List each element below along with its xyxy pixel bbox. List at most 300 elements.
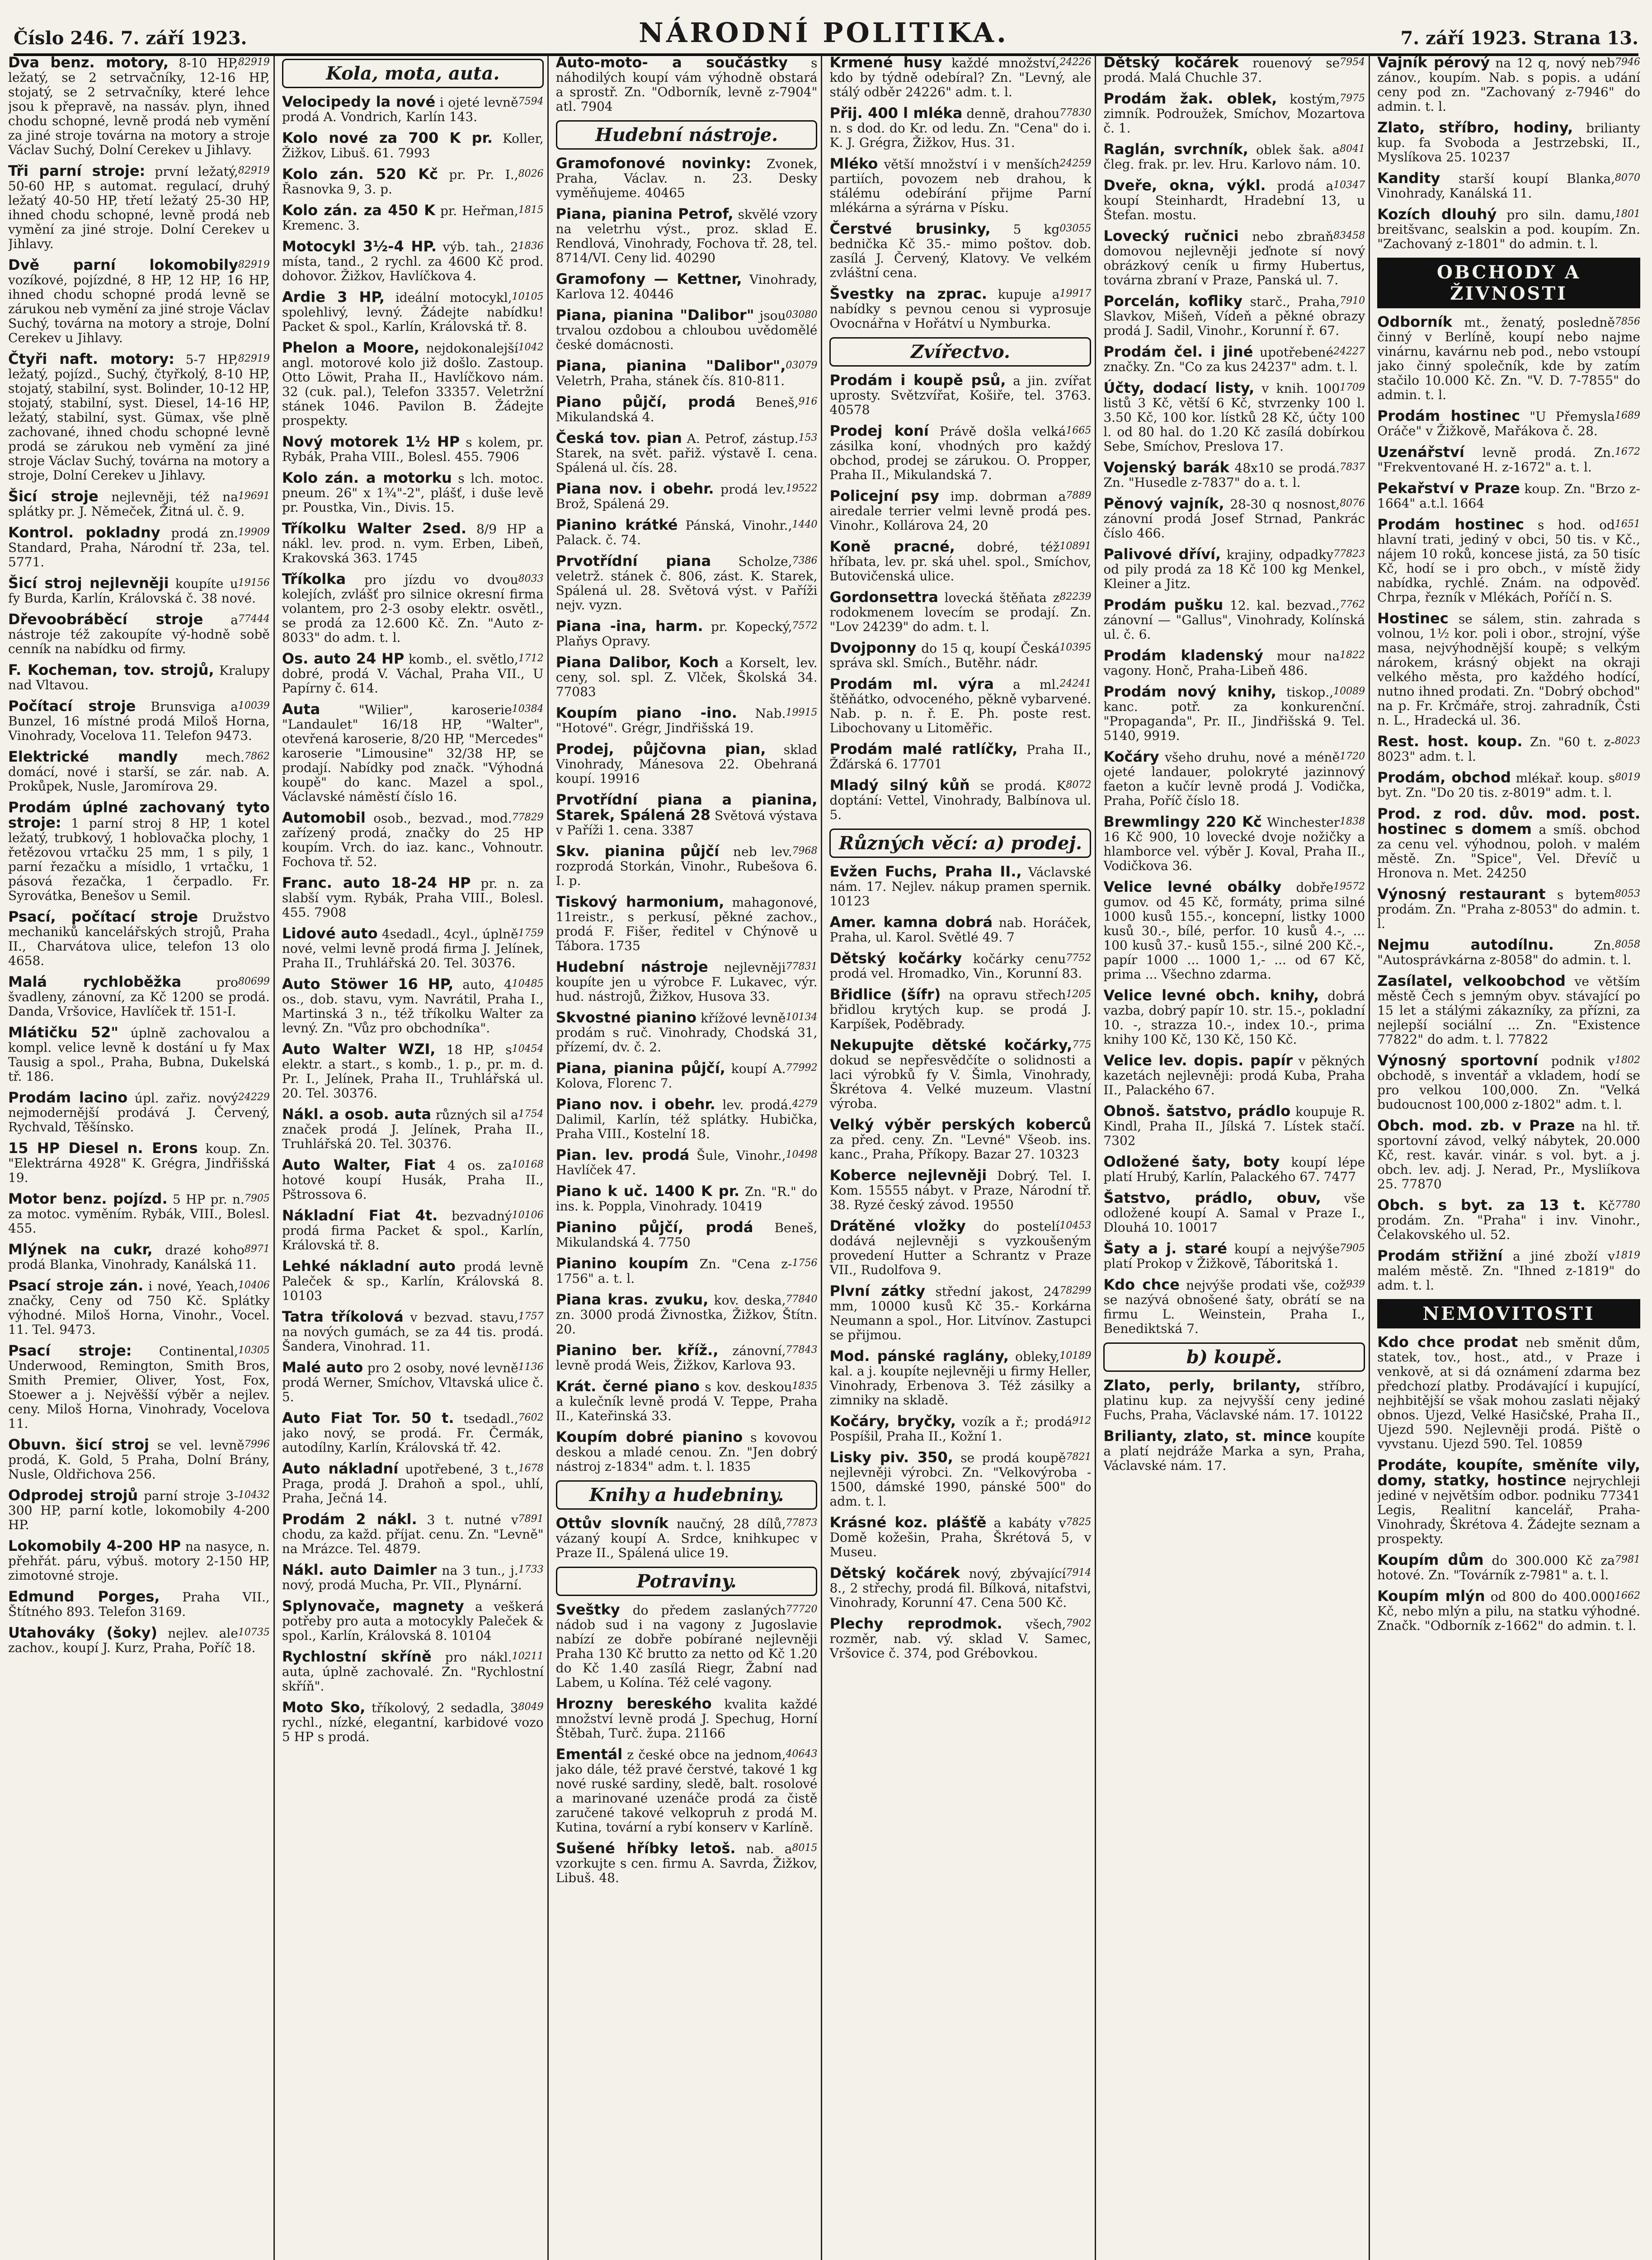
ad-title: Piana, pianina Petrof,	[555, 205, 734, 222]
ad-reference-number: 1759	[518, 928, 544, 939]
ad-title: Kdo chce prodat	[1377, 1333, 1518, 1351]
classified-ad	[556, 156, 818, 200]
ad-reference-number: 1712	[518, 653, 544, 664]
ad-title: Nejmu autodílnu.	[1377, 936, 1554, 953]
ad-title: Prodám kladenský	[1103, 647, 1263, 664]
ad-body: v pěkných kazetách nejlevněji: prodá Kuba, Praha II., Palackého 67.	[1103, 1054, 1365, 1097]
ad-body: a nástroje též zakoupíte vý-hodně sobě cenník na nabídku od firmy.	[8, 612, 270, 656]
ad-reference-number: 7752	[1066, 952, 1092, 964]
ad-body: i nové, Yeach, značky, Ceny od 750 Kč. Splátky výhodné. Miloš Horna, Vinohr., Vocel. 11. Tel. 9473.	[8, 1279, 270, 1337]
ad-body: pro jízdu vo dvou kolejích, zvlášť pro silnice okresní firma volantem, pro 2-3 osoby elektr. osvětl., se prodá za 12.600 Kč. Zn. "Auto z-8033" do adm. t. l.	[282, 572, 544, 645]
ad-title: Pianino koupím	[555, 1255, 689, 1272]
ad-title: Plvní zátky	[829, 1282, 925, 1300]
ad-title: Prvotřídní piana	[555, 552, 711, 570]
ad-body: a ml. štěňátko, odvoceného, pěkně vybarvené. Nab. p. n. ř. E. Ph. poste rest. Libochovany u Litoměřic.	[829, 677, 1092, 735]
ad-body: pr. Heřman, Kremenc. 3.	[282, 203, 518, 233]
section-heading: Různých věcí: a) prodej.	[829, 829, 1091, 858]
ad-title: Dětský kočárek	[829, 1564, 960, 1582]
ad-reference-number: 10395	[1059, 642, 1092, 653]
ad-body: mour na vagony. Honč, Praha-Libeň 486.	[1103, 649, 1340, 678]
ad-body: podnik v obchodě, s inventář a vkladem, hodí se pro velkou 100,000. Zn. "Velká budoucnost 100,000 z-1802" adm. t. l.	[1377, 1054, 1640, 1112]
ad-body: Koller, Žižkov, Libuš. 61. 7993	[282, 131, 544, 160]
ad-reference-number: 77829	[512, 812, 544, 823]
classified-ad	[8, 1625, 270, 1655]
ad-body: a kabáty v Domě kožešin, Praha, Škrétová 5, v Museu.	[829, 1516, 1092, 1559]
classified-ad	[282, 471, 544, 515]
classified-ad	[1377, 611, 1640, 728]
ad-reference-number: 82919	[238, 165, 270, 176]
classified-ad	[1377, 481, 1640, 511]
ad-body: ve větším městě Čech s jemným obyv. stávající po 15 let a stálými zákazníky, za přízni, za nejlepší sociální ... Zn. "Existence 77822" do adm. t. l. 77822	[1377, 974, 1640, 1047]
ad-title: Piana -ina, harm.	[555, 617, 703, 635]
ad-body: od 800 do 400.000 Kč, nebo mlýn a pilu, na statku výhodné. Značk. "Odborník z-1662" do admin. t. l.	[1377, 1589, 1640, 1633]
ad-title: Vojenský barák	[1103, 459, 1229, 476]
classified-ad	[556, 481, 818, 511]
ad-title: Elektrické mandly	[8, 748, 178, 765]
classified-ad	[1377, 1335, 1640, 1451]
ad-body: větší množství i v menších partiích, povozem neb drahou, k stálému odebírání přijme Parní mlékárna a sýrárna v Písku.	[829, 157, 1092, 215]
ad-reference-number: 10089	[1333, 686, 1365, 697]
classified-ad	[556, 554, 818, 612]
ad-body: i ojeté levně prodá A. Vondrich, Karlín 143.	[282, 95, 518, 124]
ad-title: Kozích dlouhý	[1377, 206, 1497, 223]
ad-body: Continental, Underwood, Remington, Smith Bros, Smith Premier, Oliver, Yost, Fox, Stoewer a j. Nejvěšší výběr a nejlev. ceny. Miloš Horna, Vinohrady, Vocelova 11.	[8, 1344, 270, 1431]
ad-title: Nákl. a osob. auta	[282, 1106, 432, 1123]
ad-title: Ardie 3 HP,	[282, 288, 385, 306]
classified-ad	[1103, 1104, 1365, 1148]
ad-title: Automobil	[282, 809, 366, 826]
ad-title: Piana, pianina "Dalibor",	[555, 357, 786, 374]
classified-ad	[556, 1602, 818, 1690]
ad-reference-number: 4279	[792, 1098, 818, 1110]
classified-ad	[1377, 1198, 1640, 1242]
ad-body: Dobrý. Tel. I. Kom. 15555 nábyt. v Praze, Národní tř. 38. Ryzé český závod. 19550	[829, 1168, 1092, 1212]
ad-title: Břidlice (šífr)	[829, 986, 941, 1003]
ad-title: Kolo zán. za 450 K	[282, 202, 435, 219]
classified-ad	[8, 1343, 270, 1431]
ad-title: Kandity	[1377, 170, 1440, 187]
ad-title: Dvojponny	[829, 639, 917, 656]
classified-ad	[1103, 344, 1365, 374]
ad-title: Prvotřídní piana a pianina, Starek, Spálená 28	[555, 791, 818, 824]
ad-title: Skvostné pianino	[555, 1009, 697, 1026]
ad-reference-number: 8015	[792, 1842, 818, 1854]
ad-title: Auto Stöwer 16 HP,	[282, 975, 454, 993]
ad-body: vše odložené koupí A. Samal v Praze I., Dlouhá 10. 10017	[1103, 1191, 1365, 1235]
ad-body: kostým, zimník. Podroužek, Smíchov, Mozartova č. 1.	[1103, 92, 1365, 136]
ad-reference-number: 24241	[1059, 678, 1092, 689]
ad-reference-number: 7891	[518, 1513, 544, 1525]
ad-body: imp. dobrman a airedale terrier velmi levně prodá pes. Vinohr., Kollárova 24, 20	[829, 489, 1092, 533]
ad-reference-number: 10305	[238, 1345, 270, 1356]
ad-reference-number: 1205	[1066, 989, 1092, 1000]
classified-ad	[1103, 1053, 1365, 1097]
ad-body: Zn. "R." do ins. k. Poppla, Vinohrady. 10419	[555, 1184, 818, 1214]
classified-ad	[1103, 1191, 1365, 1235]
ad-title: Koupím dobré pianino	[555, 1428, 743, 1445]
ad-reference-number: 10453	[1059, 1220, 1092, 1231]
ad-body: všeho druhu, nové a méně ojeté landauer, polokryté jazinnový faeton a kučír levně prodá J. Vodička, Praha, Poříč číslo 18.	[1103, 750, 1365, 808]
classified-ad	[282, 131, 544, 160]
classified-ad	[1103, 749, 1365, 808]
ad-body: vozík a ř.; prodá Pospíšil, Praha II., Kožní 1.	[829, 1414, 1073, 1444]
classified-ad	[1103, 1154, 1365, 1184]
ad-title: Přij. 400 l mléka	[829, 104, 963, 122]
classified-ad	[1377, 120, 1640, 165]
ad-body: a jiné zboží v malém městě. Zn. "Ihned z-1819" do adm. t. l.	[1377, 1249, 1640, 1293]
ad-reference-number: 1836	[518, 240, 544, 252]
ad-body: A. Petrof, zástup. Starek, na svět. pařiž. výstavě I. cena. Spálená ul. čís. 28.	[555, 431, 818, 475]
ad-reference-number: 1689	[1614, 410, 1640, 421]
classified-ad	[829, 489, 1091, 533]
classified-ad	[282, 1309, 544, 1354]
ad-body: s lch. motoc. pneum. 26" x 1¾"-2", plášť, i duše levě pr. Poustka, Vin., Divis. 15.	[282, 471, 544, 515]
ad-reference-number: 1822	[1340, 650, 1365, 661]
ad-title: Piana, pianina půjčí,	[555, 1059, 725, 1077]
ad-title: Obch. s byt. za 13 t.	[1377, 1196, 1586, 1214]
ad-title: Čtyři naft. motory:	[8, 350, 174, 367]
ad-reference-number: 1757	[518, 1311, 544, 1322]
ad-body: Pánská, Vinohr., Palack. č. 74.	[555, 518, 792, 547]
ad-reference-number: 1801	[1614, 208, 1640, 220]
classified-ad	[556, 792, 818, 838]
ad-title: Šicí stroje	[8, 488, 99, 505]
classified-ad	[829, 156, 1091, 215]
classified-ad	[282, 1461, 544, 1506]
ad-reference-number: 1838	[1340, 816, 1365, 827]
classified-ad	[829, 55, 1091, 99]
ad-title: Vajník pérový	[1377, 55, 1490, 71]
ad-title: Amer. kamna dobrá	[829, 913, 993, 931]
ad-body: 4 os. za hotové koupí Husák, Praha II., Pštrossova 6.	[282, 1158, 544, 1202]
ad-body: stříbro, platinu kup. za nejvyšší ceny jediné Fuchs, Praha, Václavské nám. 17. 10122	[1103, 1379, 1365, 1422]
ad-body: upotřebené značky. Zn. "Co za kus 24237" adm. t. l.	[1103, 345, 1358, 374]
ad-reference-number: 7968	[792, 845, 818, 857]
classified-ad	[1103, 648, 1365, 678]
ad-reference-number: 7602	[518, 1412, 544, 1423]
ad-reference-number: 8019	[1614, 772, 1640, 783]
ad-reference-number: 19909	[238, 527, 270, 538]
ad-reference-number: 8971	[244, 1243, 270, 1255]
ad-reference-number: 24226	[1059, 56, 1092, 68]
classified-ad	[556, 1516, 818, 1560]
ad-body: koupí A. Kolova, Florenc 7.	[555, 1061, 786, 1091]
ad-reference-number: 1756	[792, 1257, 818, 1269]
ad-title: Psací stroje zán.	[8, 1277, 144, 1294]
ad-body: tiskop., kanc. potř. za konkurenční. "Propaganda", Pr. II., Jindřišská 9. Tel. 5140, 9919.	[1103, 685, 1365, 743]
ad-body: rouenový se prodá. Malá Chuchle 37.	[1103, 56, 1340, 85]
ad-body: 5 kg bednička Kč 35.- mimo poštov. dob. zasílá J. Červený, Klatovy. Ve velkém zvláštní cena.	[829, 222, 1092, 280]
ad-body: střední jakost, 24 mm, 10000 kusů Kč 35.- Korkárna Neumann a spol., Hor. Litvínov. Zastupci se přijmou.	[829, 1284, 1092, 1342]
classified-ad	[282, 1259, 544, 1303]
classified-ad	[556, 1220, 818, 1250]
ad-reference-number: 10211	[512, 1651, 544, 1662]
ad-body: se prodá. K doptání: Vettel, Vinohrady, Balbínova ul. 5.	[829, 778, 1092, 822]
classified-ad	[556, 1010, 818, 1055]
ad-body: dobrá vazba, dobrý papír 10. str. 15.-, pokladní 10. -, strazza 10.-, index 10.-, prima knihy 100 Kč, 130 Kč, 150 Kč.	[1103, 989, 1365, 1047]
ad-title: Velice levné obch. knihy,	[1103, 987, 1319, 1004]
ad-body: Veletrh, Praha, stánek čís. 810-811.	[555, 373, 785, 388]
ad-title: Malá rychloběžka	[8, 973, 182, 990]
ad-title: Mléko	[829, 155, 878, 172]
classified-ad	[282, 1042, 544, 1101]
classified-ad	[829, 677, 1091, 735]
classified-ad	[556, 619, 818, 649]
classified-ad	[282, 290, 544, 334]
ad-title: Splynovače, magnety	[282, 1597, 464, 1615]
ad-body: bezvadný prodá firma Packet & spol., Karlín, Královská tř. 8.	[282, 1209, 544, 1252]
ad-body: Zn. "Autosprávkárna z-8058" do admin. t. l.	[1377, 938, 1632, 967]
ad-body: oblek šak. a čleg. frak. pr. lev. Hru. Karlovo nám. 10.	[1103, 142, 1361, 172]
ad-body: komb., el. světlo, dobré, prodá V. Váchal, Praha VII., U Papírny č. 614.	[282, 652, 544, 696]
ad-title: Os. auto 24 HP	[282, 650, 405, 667]
ad-title: Lovecký ručnici	[1103, 227, 1239, 245]
ad-body: nab. Horáček, Praha, ul. Karol. Světlé 49. 7	[829, 915, 1092, 945]
classified-ad	[8, 1191, 270, 1236]
ad-body: kov. deska, zn. 3000 prodá Živnostka, Žižkov, Štítn. 20.	[555, 1293, 818, 1337]
ad-body: 4sedadl., 4cyl., úplně nové, velmi levně prodá firma J. Jelínek, Praha II., Truhlářská 20. Tel. 30376.	[282, 927, 544, 970]
classified-ad	[556, 1292, 818, 1337]
ad-reference-number: 03079	[786, 360, 818, 371]
ad-title: Hrozny bereského	[555, 1695, 712, 1712]
section-heading: Potraviny.	[556, 1567, 818, 1596]
ad-body: s bytem prodám. Zn. "Praha z-8053" do admin. t. l.	[1377, 887, 1640, 931]
ad-title: Palivové dříví,	[1103, 546, 1221, 563]
ad-body: a smíš. obchod za cenu vel. výhodnou, poloh. v malém městě. Zn. "Spice", Vel. Dřevíč u Hronova n. Met. 24250	[1377, 822, 1640, 880]
ad-body: Václavské nám. 17. Nejlev. nákup pramen spernik. 10123	[829, 865, 1092, 909]
ad-body: v knih. 100 listů 3 Kč, větší 6 Kč, stvrzenky 100 l. 3.50 Kč, 100 kor. lístků 28 Kč, účty 100 l. od 80 hal. do 1.20 Kč zasílá dobírkou Sebe, Smíchov, Preslova 17.	[1103, 381, 1365, 454]
ad-body: na 3 tun., j. nový, prodá Mucha, Pr. VII., Plynární.	[282, 1563, 522, 1592]
ad-reference-number: 7837	[1340, 461, 1365, 473]
masthead	[14, 8, 1638, 56]
ad-title: Pianino ber. kříž.,	[555, 1342, 719, 1359]
ad-reference-number: 77831	[786, 961, 818, 972]
classified-ad	[1103, 1241, 1365, 1271]
ad-title: Kočáry	[1103, 748, 1159, 765]
classified-ad	[1103, 988, 1365, 1047]
classified-ad	[556, 742, 818, 786]
column-1	[8, 55, 275, 2260]
classified-ad	[282, 876, 544, 920]
classified-ad	[556, 844, 818, 888]
ad-reference-number: 1440	[792, 519, 818, 530]
classified-ad	[1377, 1118, 1640, 1191]
classified-ad	[1377, 1589, 1640, 1633]
ad-body: Vinohrady, Karlova 12. 40446	[555, 272, 818, 301]
ad-reference-number: 77830	[1059, 107, 1092, 118]
ad-reference-number: 77720	[786, 1604, 818, 1615]
ad-title: Prodám malé ratlíčky,	[829, 740, 1018, 758]
ad-body: různých sil a značek prodá J. Jelínek, Praha II., Truhlářská 20. Tel. 30376.	[282, 1107, 544, 1151]
ad-body: 3 t. nutné v chodu, za každ. příjat. cenu. Zn. "Levně" na Mrázce. Tel. 4879.	[282, 1512, 544, 1556]
classified-ad	[829, 864, 1091, 909]
ad-body: Kralupy nad Vltavou.	[8, 663, 270, 692]
ad-title: Mlýnek na cukr,	[8, 1241, 153, 1258]
ad-body: osob., bezvad., mod. zařízený prodá, značky do 25 HP koupím. Vrch. do iaz. kanc., Vohnoutr. Fochova tř. 52.	[282, 811, 544, 869]
ad-body: všech, rozměr, nab. vý. sklad V. Samec, Vršovice č. 374, pod Grébovkou.	[829, 1617, 1092, 1661]
ad-body: 8/9 HP a nákl. lev. prod. n. vym. Erben, Libeň, Krakovská 363. 1745	[282, 522, 544, 565]
classified-ad	[282, 977, 544, 1036]
classified-ad	[1377, 55, 1640, 114]
ad-title: Tiskový harmonium,	[555, 893, 725, 910]
ad-body: neb směnit dům, statek, tov., host., atd., v Praze i venkově, at si dá oznámení zdarma bez předchozí platby. Prodávající i kupující, nejhbitější se však mohou zaslati nějaký obnos. Ujezd, Velké Hasičské, Praha II., Ujezd 590. Nejlevněji prodá. Piště o vyvstanu. Ujezd 590. Tel. 10859	[1377, 1335, 1640, 1451]
ad-body: z české obce na jednom, jako dále, též pravé čerstvé, takové 1 kg nové ruské sardiny, sledě, balt. rosolové a marinované uzenáče prodá za čistě zaručené takové velkopruh z prodá M. Kutina, tovární a rybí konserv v Karlíně.	[555, 1747, 818, 1835]
ad-reference-number: 8026	[518, 168, 544, 179]
ad-body: na 12 q, nový neb zánov., koupím. Nab. s popis. a udání ceny pod zn. "Zachovaný z-7946" do admin. t. l.	[1377, 56, 1640, 114]
section-heading: Kola, mota, auta.	[282, 59, 544, 88]
ad-body: Šule, Vinohr., Havlíček 47.	[555, 1148, 786, 1177]
ad-title: Gordonsettra	[829, 589, 938, 606]
classified-ad	[1377, 445, 1640, 475]
classified-ad	[8, 1589, 270, 1619]
ad-title: Prodám čel. i jiné	[1103, 343, 1253, 360]
ad-title: Evžen Fuchs, Praha II.,	[829, 863, 1022, 880]
ad-title: Auto Walter, Fiat	[282, 1156, 436, 1173]
ad-title: Prodám lacino	[8, 1089, 128, 1106]
ad-body: "U Přemysla Oráče" v Žižkově, Mařákova č. 28.	[1377, 409, 1615, 438]
classified-ad	[8, 489, 270, 519]
ad-body: se prodá koupě nejlevněji výrobci. Zn. "Velkovýroba - 1500, dámské 1990, pánské 500" do adm. t. l.	[829, 1450, 1092, 1509]
ad-reference-number: 10485	[512, 978, 544, 989]
ad-reference-number: 19915	[786, 707, 818, 718]
column-6	[1377, 55, 1644, 2260]
ad-reference-number: 83458	[1333, 230, 1365, 241]
ad-reference-number: 1733	[518, 1564, 544, 1575]
newspaper-title: NÁRODNÍ POLITIKA.	[639, 17, 1009, 49]
classified-ad	[8, 525, 270, 570]
ad-reference-number: 7821	[1066, 1451, 1092, 1463]
classified-ad	[829, 1038, 1091, 1111]
ad-body: nejlev. ale zachov., koupí J. Kurz, Praha, Poříč 18.	[8, 1626, 256, 1655]
ad-title: Nekupujte dětské kočárky,	[829, 1036, 1073, 1054]
ad-title: Odložené šaty, boty	[1103, 1153, 1280, 1170]
classified-ad	[1377, 770, 1640, 800]
ad-body: obleky, kal. a j. koupíte nejlevněji u firmy Heller, Vinohrady, Erbenova 3. Též zásilky a zimniky na skladě.	[829, 1349, 1092, 1408]
section-heading: b) koupě.	[1103, 1342, 1365, 1372]
ad-body: mt., ženatý, posledně činný v Berlíně, koupí nebo najme vinárnu, kavárnu neb pod., nebo vstoupí jako činný společník, kde by zatím stačilo 10.000 Kč. Zn. "V. D. 7-7855" do admin. t. l.	[1377, 315, 1640, 402]
ad-body: tsedadl., jako nový, se prodá. Fr. Čermák, autodílny, Karlín, Královská tř. 42.	[282, 1411, 544, 1455]
ad-body: prodá lev. Brož, Spálená 29.	[555, 482, 786, 511]
ad-reference-number: 7954	[1340, 56, 1365, 68]
ad-title: Čerstvé brusinky,	[829, 220, 991, 237]
classified-ad	[829, 424, 1091, 482]
ad-title: Lisky piv. 350,	[829, 1449, 953, 1466]
ad-body: s kov. deskou a kulečník levně prodá V. Teppe, Praha II., Kateřinská 33.	[555, 1380, 818, 1423]
ad-body: lev. prodá. Dalimil, Karlín, též splátky. Hubička, Praha VIII., Kostelní 18.	[555, 1097, 818, 1141]
ad-reference-number: 8049	[518, 1701, 544, 1713]
classified-ad	[282, 810, 544, 869]
classified-ad	[282, 94, 544, 124]
ad-reference-number: 10168	[512, 1159, 544, 1170]
ad-title: Rest. host. koup.	[1377, 733, 1523, 750]
ad-body: lovecká štěňata z rodokmenem lovecím se prodají. Zn. "Lov 24239" do adm. t. l.	[829, 590, 1092, 634]
classified-ad	[282, 1599, 544, 1643]
ad-body: pro 2 osoby, nové levně prodá Werner, Smíchov, Vltavská ulice č. 5.	[282, 1361, 544, 1404]
ad-body: mech. domácí, nové i starší, se zár. nab. A. Prokůpek, Nusle, Jaromírova 29.	[8, 750, 270, 794]
ad-reference-number: 7996	[244, 1439, 270, 1450]
issue-number: Číslo 246. 7. září 1923.	[14, 28, 247, 49]
ad-title: Účty, dodací listy,	[1103, 379, 1255, 396]
ad-reference-number: 1651	[1614, 518, 1640, 530]
ad-title: Lehké nákladní auto	[282, 1257, 456, 1275]
ad-body: neb lev. rozprodá Storkán, Vinohr., Rubešova 6. I. p.	[555, 844, 818, 888]
ad-body: na hl. tř. sportovní závod, velký nábytek, 20.000 Kč, rest. kavár. vinár. s vol. byt. a j. obch. lev. adj. J. Nerad, Pr., Mysliíkova 25. 77870	[1377, 1119, 1640, 1191]
classified-ad	[1103, 178, 1365, 222]
ad-title: Dřevoobráběcí stroje	[8, 611, 203, 628]
ad-body: Kč prodám. Zn. "Praha" i inv. Vinohr., Čelakovského ul. 52.	[1377, 1198, 1640, 1242]
ad-title: Auta	[282, 701, 320, 718]
ad-reference-number: 7981	[1614, 1554, 1640, 1565]
classified-ad	[282, 1208, 544, 1252]
ad-reference-number: 1672	[1614, 446, 1640, 457]
ad-reference-number: 7862	[244, 751, 270, 762]
ad-body: naučný, 28 dílů, vázaný koupí A. Srdce, knihkupec v Praze II., Spálená ulice 19.	[555, 1516, 818, 1560]
ad-body: levně prodá. Zn. "Frekventované H. z-1672" a. t. l.	[1377, 445, 1615, 475]
ad-title: Kočáry, bryčky,	[829, 1412, 956, 1430]
ad-title: Prodám úplné zachovaný tyto stroje:	[8, 799, 270, 831]
ad-reference-number: 24229	[238, 1092, 270, 1103]
ad-reference-number: 775	[1072, 1039, 1092, 1050]
ad-reference-number: 7889	[1066, 490, 1092, 501]
ad-title: Prodám, obchod	[1377, 769, 1511, 786]
ad-body: Zvonek, Praha, Václav. n. 23. Desky vyměňujeme. 40465	[555, 156, 818, 200]
classified-ad	[282, 203, 544, 233]
ad-body: parní stroje 3-300 HP, parní kotle, lokomobily 4-200 HP.	[8, 1488, 270, 1532]
ad-body: dobře gumov. od 45 Kč, formáty, prima silné 1000 kusů 155.-, koncepní, listky 1000 kusů 30.-, bílé, perfor. 10 kusů 4.-, ... 100 kusů 37.- kusů 155.-, silné 200 Kč.-, papír 1000 ... 1000 1,- ... od 67 Kč, prima ... Všechno zdarma.	[1103, 880, 1365, 982]
ad-title: Phelon a Moore,	[282, 339, 420, 356]
ad-body: denně, drahou n. s dod. do Kr. od ledu. Zn. "Cena" do i. K. J. Grégra, Žižkov, Hus. 31.	[829, 106, 1092, 150]
ad-title: Brewmlingy 220 Kč	[1103, 813, 1262, 830]
ad-body: se vel. levně prodá, K. Gold, 5 Praha, Dolní Brány, Nusle, Oldřichova 256.	[8, 1438, 270, 1482]
classified-ad	[556, 1148, 818, 1177]
ad-reference-number: 10432	[238, 1489, 270, 1501]
ad-reference-number: 1136	[518, 1361, 544, 1373]
ad-body: kupuje a nabídky s pevnou cenou si vyprosuje Ovocnářna v Hořátví u Nymburka.	[829, 287, 1092, 331]
ad-reference-number: 1815	[518, 204, 544, 216]
column-4	[829, 55, 1096, 2260]
ad-body: Winchester 16 Kč 900, 10 lovecké dvoje nožičky a hlamborce vel. výběr J. Koval, Praha II., Vodičkova 36.	[1103, 815, 1365, 873]
ad-reference-number: 8041	[1340, 143, 1365, 155]
ad-reference-number: 10384	[512, 703, 544, 715]
ad-title: Česká tov. pian	[555, 429, 682, 447]
classified-ad	[1377, 806, 1640, 880]
ad-title: Kdo chce	[1103, 1276, 1180, 1293]
ad-title: Skv. pianina půjčí	[555, 843, 720, 860]
ad-body: sklad Vinohrady, Mánesova 22. Obehraná koupí. 19916	[555, 742, 818, 786]
ad-title: Odprodej strojů	[8, 1487, 138, 1504]
ad-body: koupíte u fy Burda, Karlín, Královská č. 38 nové.	[8, 576, 256, 606]
ad-title: Kontrol. pokladny	[8, 524, 160, 541]
ad-reference-number: 78299	[1059, 1285, 1092, 1296]
classified-ad	[282, 1107, 544, 1151]
ad-body: pr. n. za slabší vym. Rybák, Praha VIII., Bolesl. 455. 7908	[282, 876, 544, 920]
ad-body: starší koupí Blanka, Vinohrady, Kanálská 11.	[1377, 171, 1615, 201]
ad-title: Moto Sko,	[282, 1699, 366, 1716]
ad-title: Kolo zán. 520 Kč	[282, 165, 438, 183]
ad-body: úplně zachovalou a kompl. velice levně k dostání u fy Max Tausig a spol., Praha, Bubna, Dukelská tř. 186.	[8, 1026, 270, 1084]
ad-body: nejlevněji koupíte jen u výrobce F. Lukavec, výr. hud. nástrojů, Žižkov, Husova 33.	[555, 960, 818, 1004]
ad-body: úpl. zařiz. nový nejmodernější prodává J. Červený, Rychvald, Těšínsko.	[8, 1091, 270, 1135]
classified-ad	[1103, 880, 1365, 982]
classified-ad	[829, 1566, 1091, 1610]
classified-ad	[829, 1284, 1091, 1342]
ad-body: Praha II., Žďárská 6. 17701	[829, 742, 1092, 772]
classified-ad	[556, 1841, 818, 1885]
ad-reference-number: 10189	[1059, 1350, 1092, 1361]
ad-title: Plechy reprodmok.	[829, 1615, 1002, 1632]
ad-title: Tříkolka	[282, 570, 346, 588]
ad-title: Velice levné obálky	[1103, 878, 1282, 895]
